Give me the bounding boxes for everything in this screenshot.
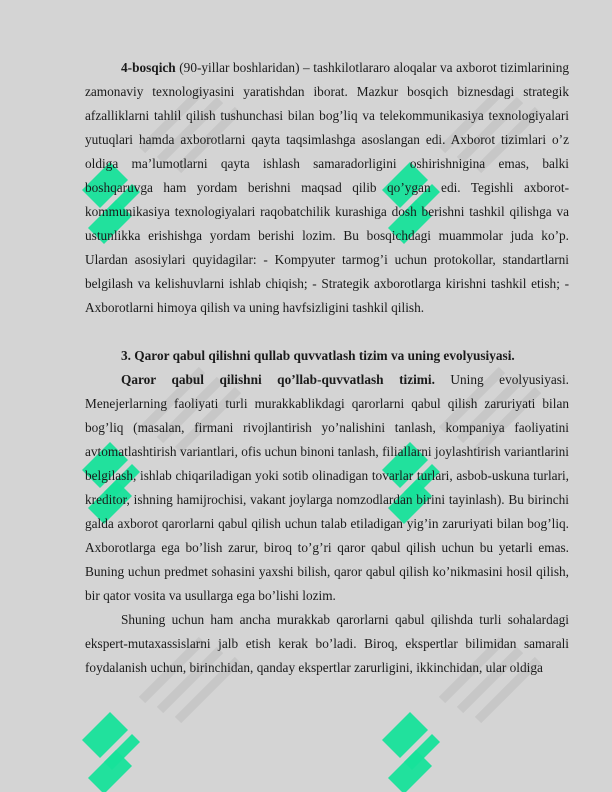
- stage4-text: (90-yillar boshlaridan) – tashkilotlararo aloqalar va axborot tizimlarining zamonaviy texnologiyasini yaratishdan iborat. Mazkur bosqich biznesdagi strategik afzalliklarni tahlil qilish tushunchasi bilan bog’liq va telekommunikasiya texnologiyalari yutuqlari hamda axborotlarni qayta taqsimlashga asoslangan edi. Axborot tizimlari o’z oldiga ma’lumotlarni qayta ishlash samaradorligini oshirishnigina emas, balki boshqaruvga ham yordam berishni maqsad qilib qo’ygan edi. Tegishli axborot-kommunikasiya texnologiyalari raqobatchilik kurashiga dosh berishni tashkil qilishga va ustunlikka erishishga yordam berishi lozim. Bu bosqichdagi muammolar juda ko’p. Ulardan asosiylari quyidagilar: - Kompyuter tarmog’i uchun protokollar, standartlarni belgilash va kelishuvlarni ishlab chiqish; - Strategik axborotlarga kirishni tashkil etish; - Axborotlarni himoya qilish va uning havfsizligini tashkil qilish.: [85, 60, 569, 315]
- section-heading: 3. Qaror qabul qilishni qullab quvvatlash tizim va uning evolyusiyasi.: [121, 348, 515, 363]
- paragraph-experts: Shuning uchun ham ancha murakkab qarorlarni qabul qilishda turli sohalardagi ekspert-mutaxassislarni jalb etish kerak bo’ladi. Biroq, ekspertlar bilimidan samarali foydalanish uchun, birinchidan, qanday ekspertlar zarurligini, ikkinchidan, ular oldiga: [85, 612, 569, 675]
- dss-lead: Qaror qabul qilishni qo’llab-quvvatlash tizimi.: [121, 372, 435, 387]
- paragraph-stage4: [85, 56, 569, 320]
- paragraph-dss: [85, 368, 569, 608]
- document-body: [85, 56, 569, 680]
- dss-text: Uning evolyusiyasi. Menejerlarning faoliyati turli murakkablikdagi qarorlarni qabul qilish zaruriyati bilan bog’liq (masalan, firmani rivojlantirish yo’nalishini tanlash, kompaniya faoliyatini avtomatlashtirish variantlari, ofis uchun binoni tanlash, filiallarni joylashtirish variantlarini belgilash, ishlab chiqariladigan yoki sotib olinadigan tovarlar turlari, asbob-uskuna turlari, kreditor, ishning hamijrochisi, vakant joylarga nomzodlardan birini tayinlash). Bu birinchi galda axborot qarorlarni qabul qilish uchun talab etiladigan yig’in zaruriyati bilan bog’liq. Axborotlarga ega bo’lish zarur, biroq to’g’ri qaror qabul qilish uchun bu yetarli emas. Buning uchun predmet sohasini yaxshi bilish, qaror qabul qilish ko’nikmasini hosil qilish, bir qator vosita va usullarga ega bo’lishi lozim.: [85, 372, 569, 603]
- stage4-lead: 4-bosqich: [121, 60, 176, 75]
